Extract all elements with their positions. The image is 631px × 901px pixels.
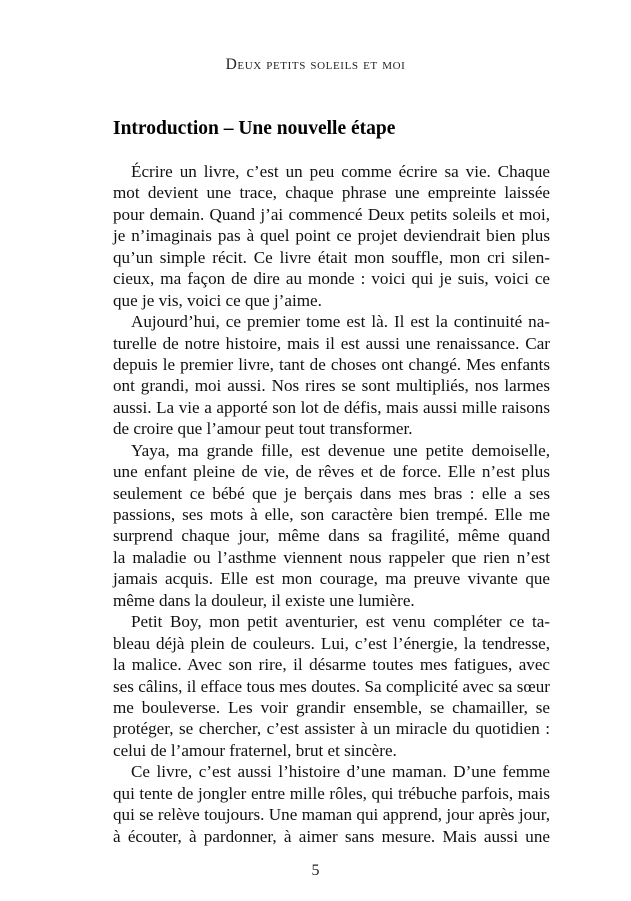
- text-line: qu’un simple récit. Ce livre était mon souffle, mon cri silen-: [113, 247, 550, 267]
- text-line: aussi. La vie a apporté son lot de défis, mais aussi mille raisons: [113, 397, 550, 417]
- text-line: que je vis, voici ce que j’aime.: [113, 290, 322, 310]
- text-line: turelle de notre histoire, mais il est aussi une renaissance. Car: [113, 333, 550, 353]
- text-line: à écouter, à pardonner, à aimer sans mesure. Mais aussi une: [113, 826, 550, 846]
- text-line: la maladie ou l’asthme viennent nous rappeler que rien n’est: [113, 547, 550, 567]
- text-line: depuis le premier livre, tant de choses ont changé. Mes enfants: [113, 354, 550, 374]
- text-line: bleau déjà plein de couleurs. Lui, c’est l’énergie, la tendresse,: [113, 633, 550, 653]
- paragraph: [113, 611, 550, 761]
- running-head: Deux petits soleils et moi: [225, 56, 406, 73]
- text-line: une enfant pleine de vie, de rêves et de force. Elle n’est plus: [113, 462, 550, 482]
- text-line: pour demain. Quand j’ai commencé Deux petits soleils et moi,: [113, 204, 550, 224]
- paragraph: [113, 440, 550, 612]
- text-line: la malice. Avec son rire, il désarme toutes mes fatigues, avec: [113, 655, 550, 675]
- text-line: mot devient une trace, chaque phrase une empreinte laissée: [113, 183, 550, 203]
- paragraph: [113, 311, 550, 440]
- text-line: Ce livre, c’est aussi l’histoire d’une maman. D’une femme: [131, 762, 550, 782]
- text-line: de croire que l’amour peut tout transformer.: [113, 419, 413, 439]
- text-line: me bouleverse. Les voir grandir ensemble, se chamailler, se: [113, 697, 550, 717]
- body-text: [113, 161, 550, 847]
- text-line: jamais acquis. Elle est mon courage, ma preuve vivante que: [113, 569, 550, 589]
- text-line: Aujourd’hui, ce premier tome est là. Il est la continuité na-: [131, 312, 550, 332]
- text-line: protéger, se chercher, c’est assister à un miracle du quotidien :: [113, 719, 550, 739]
- text-line: surprend chaque jour, même dans sa fragilité, même quand: [113, 526, 550, 546]
- page-number: 5: [311, 862, 320, 879]
- text-line: qui tente de jongler entre mille rôles, qui trébuche parfois, mais: [113, 783, 550, 803]
- paragraph: [113, 761, 550, 847]
- paragraph: [113, 161, 550, 311]
- text-line: je n’imaginais pas à quel point ce projet deviendrait bien plus: [113, 226, 550, 246]
- text-line: ont grandi, moi aussi. Nos rires se sont multipliés, nos larmes: [113, 376, 550, 396]
- text-line: même dans la douleur, il existe une lumière.: [113, 590, 415, 610]
- text-line: celui de l’amour fraternel, brut et sincère.: [113, 740, 397, 760]
- text-line: seulement ce bébé que je berçais dans mes bras : elle a ses: [113, 483, 550, 503]
- text-line: passions, ses mots à elle, son caractère bien trempé. Elle me: [113, 505, 550, 524]
- text-line: Petit Boy, mon petit aventurier, est venu compléter ce ta-: [131, 612, 550, 632]
- text-line: ses câlins, il efface tous mes doutes. Sa complicité avec sa sœur: [113, 676, 550, 696]
- text-line: qui se relève toujours. Une maman qui apprend, jour après jour,: [113, 805, 550, 825]
- text-line: Écrire un livre, c’est un peu comme écrire sa vie. Chaque: [131, 162, 550, 181]
- text-line: cieux, ma façon de dire au monde : voici qui je suis, voici ce: [113, 269, 550, 289]
- chapter-title: Introduction – Une nouvelle étape: [113, 118, 396, 139]
- text-line: Yaya, ma grande fille, est devenue une petite demoiselle,: [131, 440, 550, 460]
